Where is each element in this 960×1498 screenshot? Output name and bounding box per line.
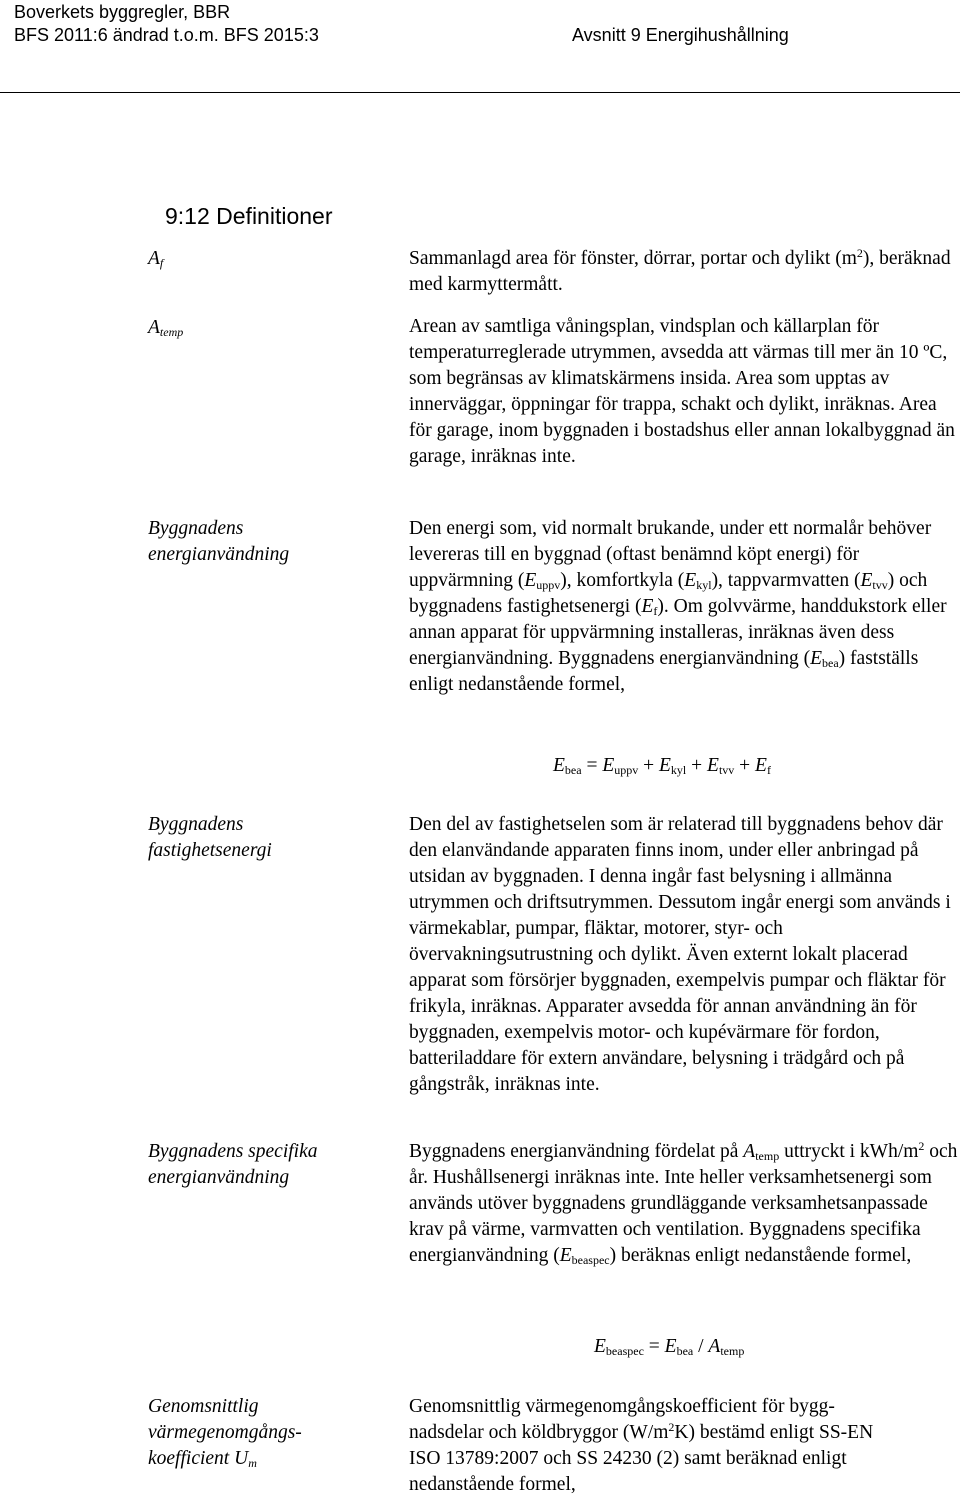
header-title: Boverkets byggregler, BBR <box>14 2 231 22</box>
page-header <box>0 0 960 96</box>
term-atemp: $A_{temp}$ <box>148 317 184 339</box>
term-specifika-energianvandning: Byggnadens specifika energianvändning <box>148 1141 318 1188</box>
term-energianvandning: Byggnadens energianvändning <box>148 518 290 565</box>
header-divider <box>0 92 960 93</box>
definition-um: Genomsnittlig värmegenomgångskoefficient för bygg- nadsdelar och köldbryggor $(W/m^2K)$ bestämd enligt SS-EN ISO 13789:2007 och SS 24230 (2) samt beräknad enligt nedanstående formel, <box>409 1396 874 1495</box>
formula-ebea: $E_{bea} = E_{uppv} + E_{kyl} + E_{tvv} + E_f$ <box>553 755 771 777</box>
term-af: $A_f$ <box>148 248 164 270</box>
section-title: 9:12 Definitioner <box>165 203 333 229</box>
header-regulation: BFS 2011:6 ändrad t.o.m. BFS 2015:3 <box>14 25 319 45</box>
definition-energianvandning: Den energi som, vid normalt brukande, under ett normalår behöver levereras till en byggnad (oftast benämnd köpt energi) för uppvärmning $(E_{uppv})$, komfortkyla $(E_{kyl})$, tappvarmvatten $(E_{tvv})$ och byggnadens fastighetsenergi $(E_f)$. Om golvvärme, handdukstork eller annan apparat för uppvärmning installeras, inräknas även dess energianvändning. Byggnadens energianvändning $(E_{bea})$ fastställs enligt nedanstående formel, <box>409 518 947 695</box>
header-section: Avsnitt 9 Energihushållning <box>572 25 789 45</box>
definition-specifika-energianvandning: Byggnadens energianvändning fördelat på $A_{temp}$ uttryckt i kWh/$m^2$ och år. Hushållsenergi inräknas inte. Inte heller verksamhetsenergi som används utöver byggnadens grundläggande verksamhetsanpassade krav på värme, varmvatten och ventilation. Byggnadens specifika energianvändning $(E_{beaspec})$ beräknas enligt nedanstående formel, <box>409 1139 958 1267</box>
definition-atemp: Arean av samtliga våningsplan, vindsplan och källarplan för temperaturreglerade utrymmen, avsedda att värmas till mer än 10 ºC, som begränsas av klimatskärmens insida. Area som upptas av innerväggar, öppningar för trappa, schakt och dylikt, inräknas. Area för garage, inom byggnaden i bostadshus eller annan lokalbyggnad än garage, inräknas inte. <box>409 316 955 467</box>
definition-af: Sammanlagd area för fönster, dörrar, portar och dylikt $(m^2)$, beräknad med karmyttermått. <box>409 246 951 295</box>
definition-fastighetsenergi: Den del av fastighetselen som är relaterad till byggnadens behov där den elanvändande apparaten finns inom, under eller anbringad på utsidan av byggnaden. I denna ingår fast belysning i allmänna utrymmen och driftsutrymmen. Dessutom ingår energi som används i värmekablar, pumpar, fläktar, motorer, styr- och övervakningsutrustning och dylikt. Även externt lokalt placerad apparat som försörjer byggnaden, exempelvis pumpar och fläktar för frikyla, inräknas. Apparater avsedda för annan användning än för byggnaden, exempelvis motor- och kupévärmare för fordon, batteriladdare för extern användare, belysning i trädgård och på gångstråk, inräknas inte. <box>409 814 951 1095</box>
term-fastighetsenergi: Byggnadens fastighetsenergi <box>148 814 272 861</box>
formula-ebeaspec: $E_{beaspec} = E_{bea} / A_{temp}$ <box>594 1336 745 1358</box>
term-um: Genomsnittlig värmegenomgångs- koefficient $U_m$ <box>148 1396 302 1470</box>
